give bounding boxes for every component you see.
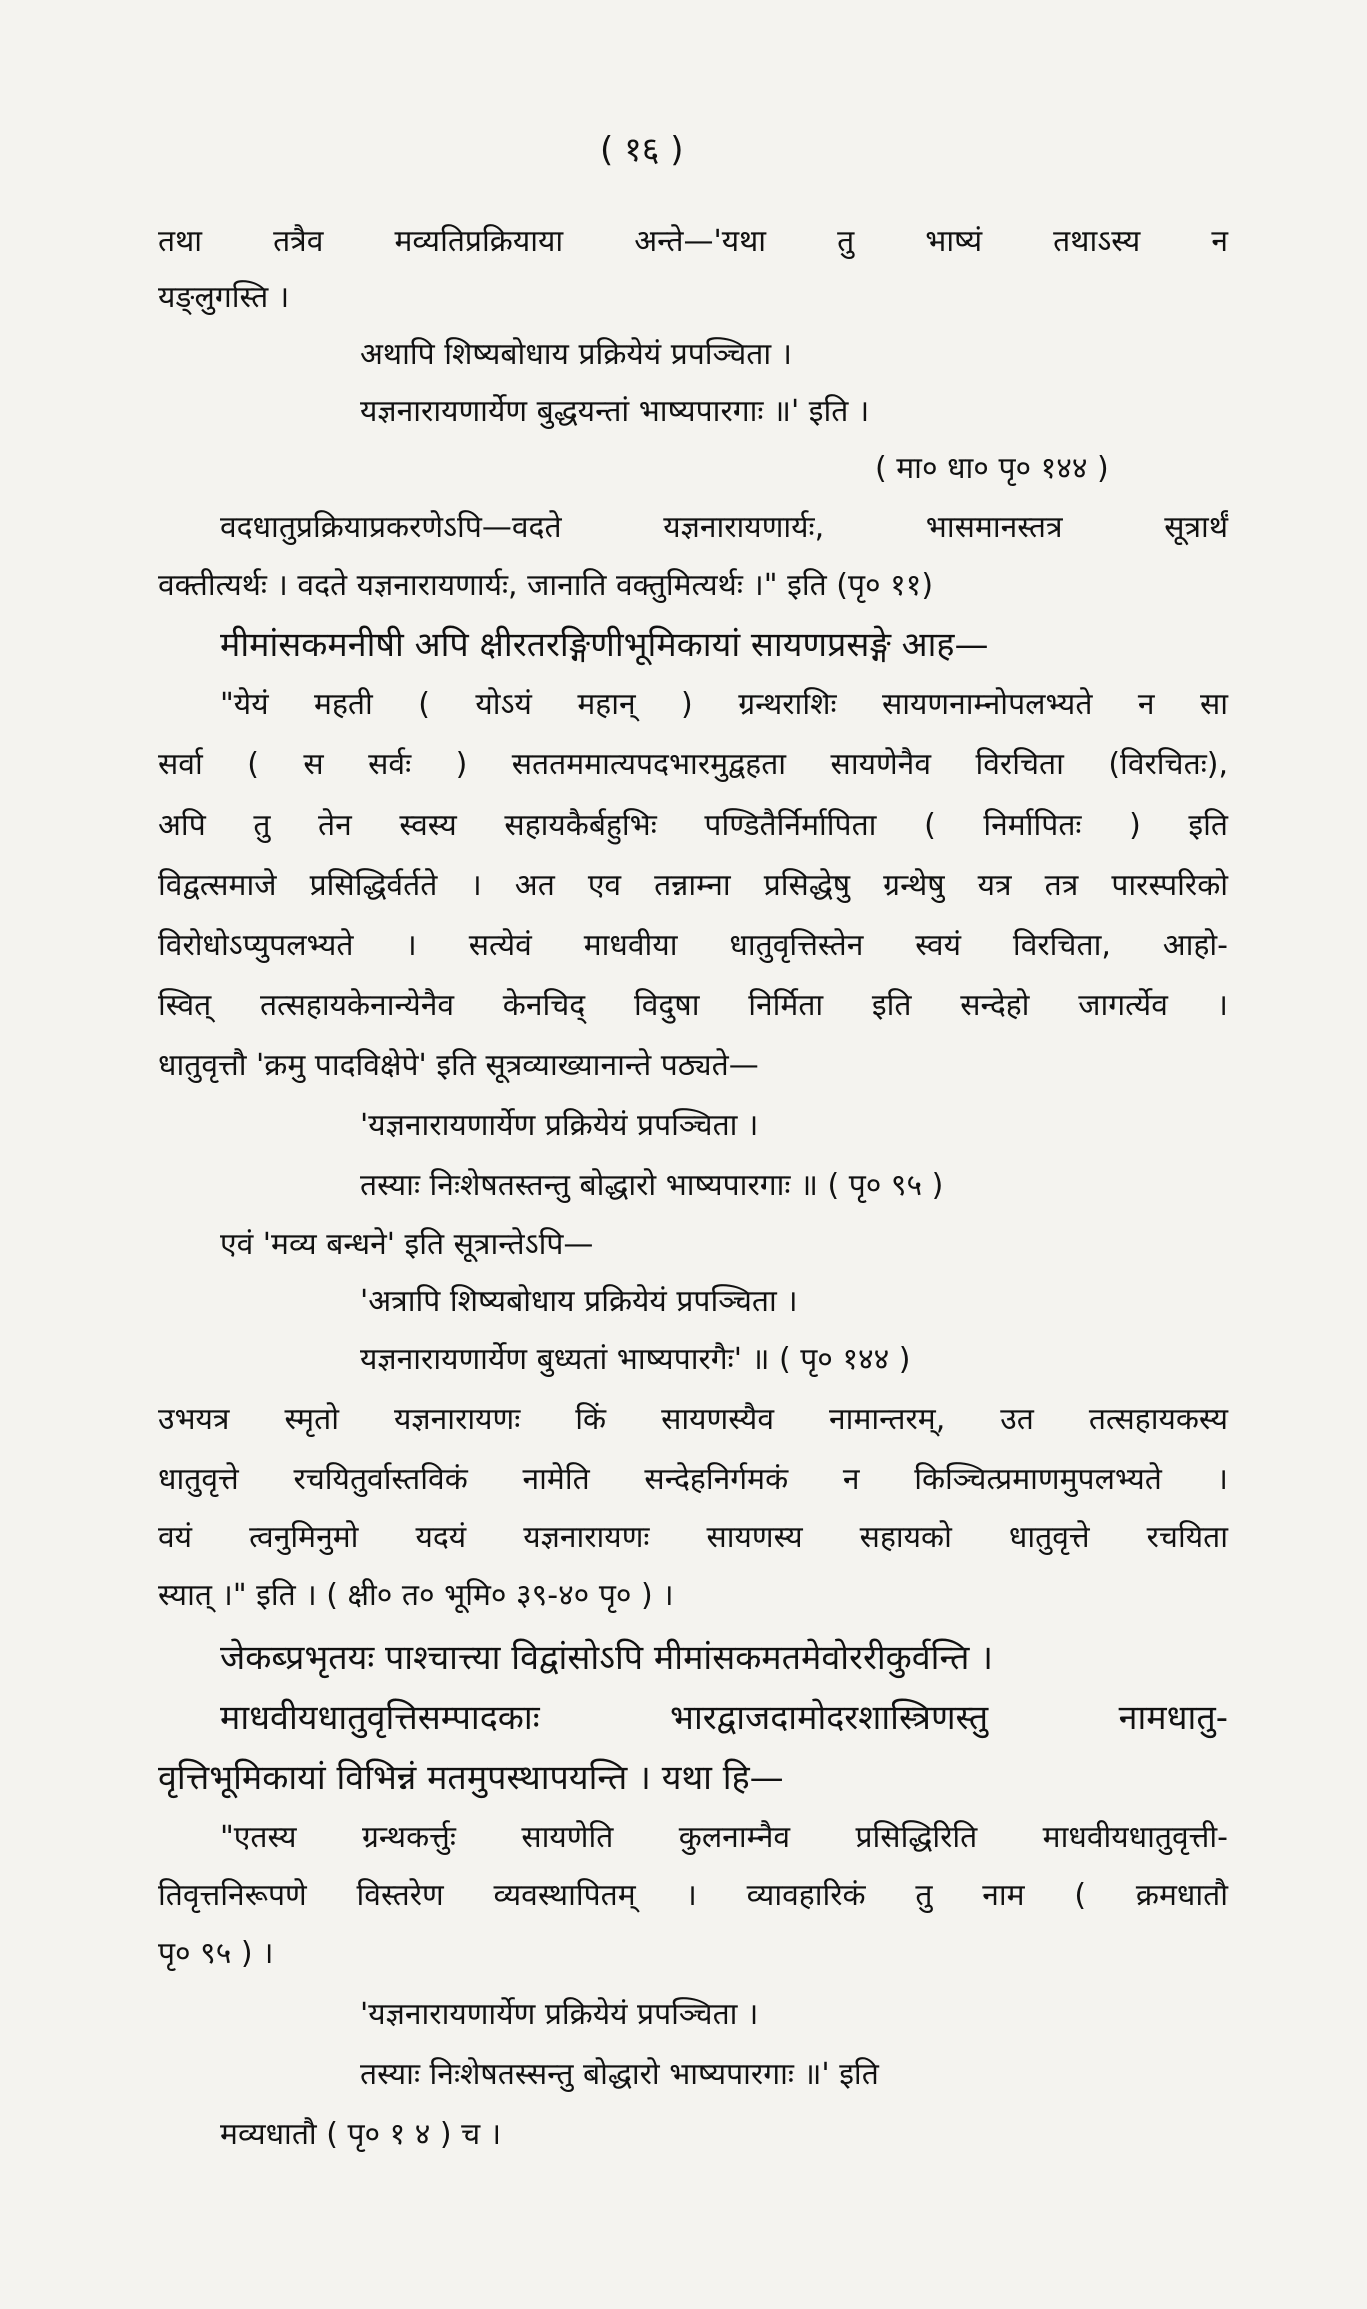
text-line: "येयं महती ( योऽयं महान् ) ग्रन्थराशिः सायणनाम्नोपलभ्यते न सा	[220, 687, 1228, 722]
text-line: वक्तीत्यर्थः । वदते यज्ञनारायणार्यः, जानाति वक्तुमित्यर्थः ।" इति (पृ० ११)	[158, 568, 934, 603]
verse-line: 'यज्ञनारायणार्येण प्रक्रियेयं प्रपञ्चिता ।	[360, 1108, 759, 1143]
text-line: यङ्लुगस्ति ।	[158, 280, 290, 315]
text-line: धातुवृत्तौ 'क्रमु पादविक्षेपे' इति सूत्रव्याख्यानान्ते पठ्यते—	[158, 1048, 759, 1083]
text-line: स्वित् तत्सहायकेनान्येनैव केनचिद् विदुषा निर्मिता इति सन्देहो जागर्त्येव ।	[158, 988, 1228, 1023]
text-line: विद्वत्समाजे प्रसिद्धिर्वर्तते । अत एव तन्नाम्ना प्रसिद्धेषु ग्रन्थेषु यत्र तत्र पारस्परिको	[158, 868, 1228, 903]
text-line: "एतस्य ग्रन्थकर्त्तुः सायणेति कुलनाम्नैव प्रसिद्धिरिति माधवीयधातुवृत्ती-	[220, 1820, 1228, 1855]
text-line: माधवीयधातुवृत्तिसम्पादकाः भारद्वाजदामोदरशास्त्रिणस्तु नामधातु-	[220, 1698, 1228, 1738]
verse-line: 'यज्ञनारायणार्येण प्रक्रियेयं प्रपञ्चिता ।	[360, 1997, 759, 2032]
text-line: उभयत्र स्मृतो यज्ञनारायणः किं सायणस्यैव नामान्तरम्, उत तत्सहायकस्य	[158, 1402, 1228, 1437]
text-line: वयं त्वनुमिनुमो यदयं यज्ञनारायणः सायणस्य सहायको धातुवृत्ते रचयिता	[158, 1520, 1228, 1555]
text-line: जेकब्प्रभृतयः पाश्चात्त्या विद्वांसोऽपि मीमांसकमतमेवोररीकुर्वन्ति ।	[220, 1638, 994, 1678]
text-line: वदधातुप्रक्रियाप्रकरणेऽपि—वदते यज्ञनारायणार्यः, भासमानस्तत्र सूत्रार्थं	[220, 510, 1228, 545]
text-line: मव्यधातौ ( पृ० १ ४ ) च ।	[220, 2117, 502, 2152]
page-number: ( १६ )	[600, 130, 684, 170]
text-line: विरोधोऽप्युपलभ्यते । सत्येवं माधवीया धातुवृत्तिस्तेन स्वयं विरचिता, आहो-	[158, 928, 1228, 963]
text-line: तिवृत्तनिरूपणे विस्तरेण व्यवस्थापितम् । व्यावहारिकं तु नाम ( क्रमधातौ	[158, 1878, 1228, 1913]
text-line: स्यात् ।" इति । ( क्षी० त० भूमि० ३९-४० पृ० ) ।	[158, 1578, 674, 1613]
text-line: अपि तु तेन स्वस्य सहायकैर्बहुभिः पण्डितैर्निर्मापिता ( निर्मापितः ) इति	[158, 808, 1228, 843]
verse-line: अथापि शिष्यबोधाय प्रक्रियेयं प्रपञ्चिता ।	[360, 337, 793, 372]
verse-line: तस्याः निःशेषतस्तन्तु बोद्धारो भाष्यपारगाः ॥ ( पृ० ९५ )	[360, 1168, 944, 1203]
verse-line: यज्ञनारायणार्येण बुद्धयन्तां भाष्यपारगाः ॥' इति ।	[360, 394, 870, 429]
text-line: तथा तत्रैव मव्यतिप्रक्रियाया अन्ते—'यथा तु भाष्यं तथाऽस्य न	[158, 224, 1228, 259]
text-line: धातुवृत्ते रचयितुर्वास्तविकं नामेति सन्देहनिर्गमकं न किञ्चित्प्रमाणमुपलभ्यते ।	[158, 1462, 1228, 1497]
citation: ( मा० धा० पृ० १४४ )	[875, 451, 1109, 486]
verse-line: यज्ञनारायणार्येण बुध्यतां भाष्यपारगैः' ॥ ( पृ० १४४ )	[360, 1342, 911, 1377]
verse-line: तस्याः निःशेषतस्सन्तु बोद्धारो भाष्यपारगाः ॥' इति	[360, 2057, 879, 2092]
text-line: पृ० ९५ ) ।	[158, 1936, 274, 1971]
text-line: वृत्तिभूमिकायां विभिन्नं मतमुपस्थापयन्ति । यथा हि—	[158, 1758, 784, 1798]
text-line: मीमांसकमनीषी अपि क्षीरतरङ्गिणीभूमिकायां सायणप्रसङ्गे आह—	[220, 625, 989, 665]
text-line: एवं 'मव्य बन्धने' इति सूत्रान्तेऽपि—	[220, 1227, 594, 1262]
verse-line: 'अत्रापि शिष्यबोधाय प्रक्रियेयं प्रपञ्चिता ।	[360, 1284, 798, 1319]
text-line: सर्वा ( स सर्वः ) सततममात्यपदभारमुद्वहता सायणेनैव विरचिता (विरचितः),	[158, 747, 1228, 782]
